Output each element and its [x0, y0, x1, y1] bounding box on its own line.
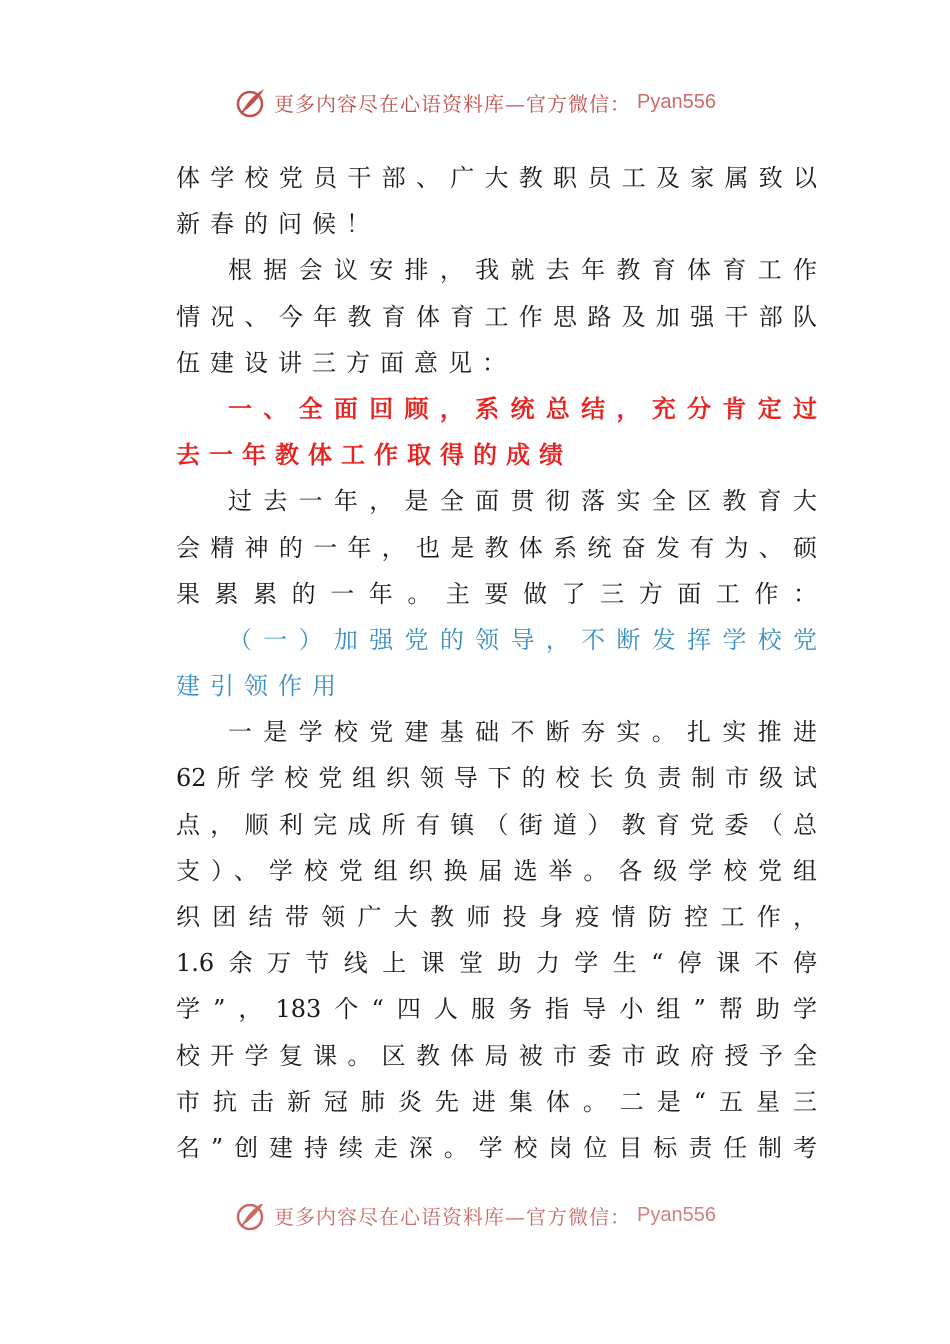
section-heading-line: 一、全面回顾，系统总结，充分肯定过: [228, 394, 817, 423]
document-body: [176, 155, 817, 1171]
paragraph-line: 名”创建持续走深。学校岗位目标责任制考: [176, 1133, 817, 1162]
footer-banner-text: 更多内容尽在心语资料库—官方微信：: [274, 1204, 632, 1229]
paragraph-line: 果累累的一年。主要做了三方面工作：: [176, 579, 817, 608]
paragraph-line: 新春的问候！: [176, 210, 380, 239]
subsection-heading-line: 建引领作用: [176, 672, 346, 701]
paragraph-line: 体学校党员干部、广大教职员工及家属致以: [176, 164, 817, 192]
paragraph-line: 学”，183个“四人服务指导小组”帮助学: [176, 995, 817, 1024]
paragraph-line: 62所学校党组织领导下的校长负责制市级试: [176, 764, 817, 793]
section-heading-line: 去一年教体工作取得的成绩: [176, 441, 572, 470]
paragraph-line: 情况、今年教育体育工作思路及加强干部队: [176, 302, 817, 331]
header-banner-handle: Pyan556: [637, 90, 716, 113]
footer-banner: [0, 1204, 950, 1244]
header-banner-text: 更多内容尽在心语资料库—官方微信：: [274, 91, 632, 116]
paragraph-line: 校开学复课。区教体局被市委市政府授予全: [176, 1041, 817, 1070]
subsection-heading-line: （一）加强党的领导，不断发挥学校党: [228, 625, 817, 654]
paragraph-line: 织团结带领广大教师投身疫情防控工作，: [176, 903, 817, 931]
header-banner: [0, 82, 950, 122]
paragraph-line: 根据会议安排，我就去年教育体育工作: [228, 256, 817, 285]
paragraph-line: 会精神的一年，也是教体系统奋发有为、硕: [176, 533, 817, 562]
paragraph-line: 市抗击新冠肺炎先进集体。二是“五星三: [176, 1087, 817, 1116]
paragraph-line: 支）、学校党组织换届选举。各级学校党组: [176, 856, 817, 885]
paragraph-line: 一是学校党建基础不断夯实。扎实推进: [228, 718, 817, 747]
quill-logo-icon: [234, 85, 268, 119]
quill-logo-icon: [234, 1204, 268, 1232]
footer-banner-handle: Pyan556: [637, 1204, 716, 1226]
paragraph-line: 过去一年，是全面贯彻落实全区教育大: [228, 487, 817, 516]
paragraph-line: 伍建设讲三方面意见：: [176, 348, 516, 377]
paragraph-line: 点，顺利完成所有镇（街道）教育党委（总: [176, 810, 817, 839]
paragraph-line: 1.6余万节线上课堂助力学生“停课不停: [176, 949, 817, 978]
